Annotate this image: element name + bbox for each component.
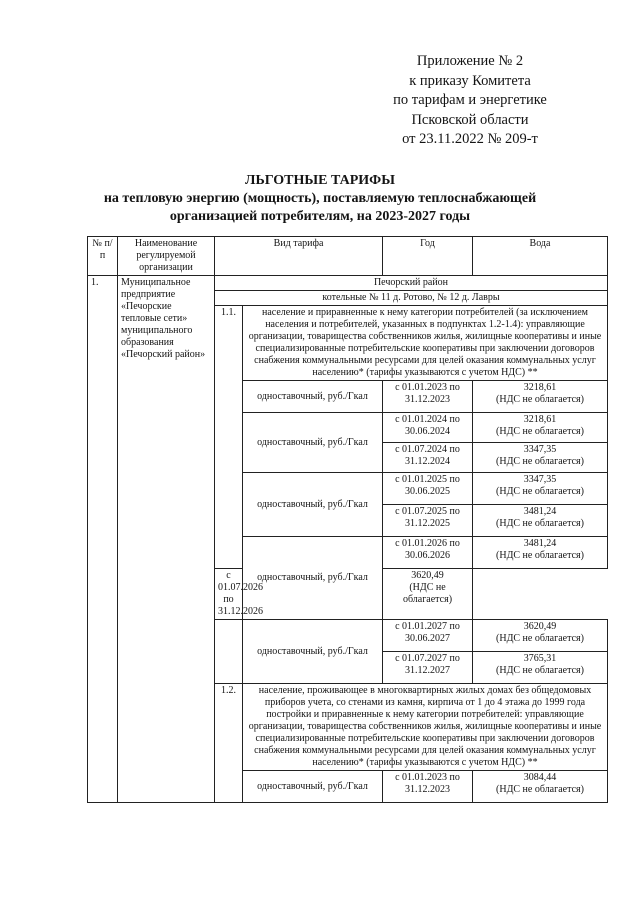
period-cell: с 01.07.2024 по 31.12.2024 bbox=[383, 443, 473, 473]
vat-note: (НДС не облагается) bbox=[496, 394, 584, 405]
section-num: 1.2. bbox=[215, 684, 243, 803]
tariff-type: одноставочный, руб./Гкал bbox=[243, 771, 383, 803]
header-num: № п/п bbox=[88, 237, 118, 276]
title-line-1: ЛЬГОТНЫЕ ТАРИФЫ bbox=[245, 173, 395, 188]
tariff-value: 3084,44 bbox=[523, 772, 557, 783]
section-desc: население, проживающее в многоквартирных жилых домах без общедомовых приборов учета, со стенами из камня, кирпича от 1 до 4 этажа до 1999 года постройки и приравненные к нему категории потребителей: управляющие организации, товарищества собственников жилья, жилищные кооперативы и иные специализированные потребительские кооперативы при заключении договоров снабжения коммунальными ресурсами для целей оказания коммунальных услуг населению* (тарифы указываются с учетом НДС) ** bbox=[243, 684, 608, 771]
district-label: Печорский район bbox=[215, 276, 608, 291]
tariff-value: 3481,24 bbox=[523, 506, 557, 517]
appendix-line: к приказу Комитета bbox=[409, 72, 531, 89]
tariff-value: 3620,49 bbox=[411, 570, 444, 581]
tariff-type: одноставочный, руб./Гкал bbox=[243, 473, 383, 537]
period-cell: с 01.01.2026 по 30.06.2026 bbox=[383, 537, 473, 569]
district-row bbox=[88, 276, 608, 291]
period-cell: с 01.01.2024 по 30.06.2024 bbox=[383, 413, 473, 443]
tariff-type: одноставочный, руб./Гкал bbox=[243, 537, 383, 620]
period-cell: с 01.01.2023 по 31.12.2023 bbox=[383, 771, 473, 803]
vat-note: (НДС не облагается) bbox=[496, 456, 584, 467]
tariff-value: 3347,35 bbox=[523, 474, 557, 485]
tariff-value: 3347,35 bbox=[523, 444, 557, 455]
header-type: Вид тарифа bbox=[215, 237, 383, 276]
header-water: Вода bbox=[473, 237, 608, 276]
title-line-2: на тепловую энергию (мощность), поставляемую теплоснабжающей bbox=[103, 191, 537, 206]
value-cell bbox=[473, 413, 608, 443]
vat-note: (НДС не облагается) bbox=[496, 518, 584, 529]
vat-note: (НДС не облагается) bbox=[496, 665, 584, 676]
period-cell: с 01.01.2027 по 30.06.2027 bbox=[383, 620, 473, 652]
section-num: 1.1. bbox=[215, 306, 243, 569]
tariff-type: одноставочный, руб./Гкал bbox=[243, 413, 383, 473]
tariff-value: 3765,31 bbox=[523, 653, 557, 664]
row-num: 1. bbox=[88, 276, 118, 803]
section-spacer bbox=[215, 620, 243, 684]
vat-note: (НДС не облагается) bbox=[496, 486, 584, 497]
appendix-line: Псковской области bbox=[411, 111, 529, 128]
period-cell: с 01.01.2025 по 30.06.2025 bbox=[383, 473, 473, 505]
table-header-row bbox=[88, 237, 608, 276]
period-cell: с 01.07.2026 по 31.12.2026 bbox=[215, 569, 243, 620]
value-cell bbox=[473, 505, 608, 537]
org-name: Муниципальное предприятие «Печорские тепловые сети» муниципального образования «Печорский район» bbox=[118, 276, 215, 803]
vat-note: (НДС не облагается) bbox=[496, 633, 584, 644]
value-cell bbox=[473, 537, 608, 569]
tariff-value: 3218,61 bbox=[523, 382, 557, 393]
appendix-block bbox=[380, 52, 560, 150]
header-year: Год bbox=[383, 237, 473, 276]
appendix-line: Приложение № 2 bbox=[416, 53, 524, 69]
vat-note: (НДС не облагается) bbox=[496, 426, 584, 437]
vat-note: (НДС не облагается) bbox=[402, 582, 453, 605]
appendix-line: по тарифам и энергетике bbox=[393, 92, 547, 108]
value-cell bbox=[473, 381, 608, 413]
boilers-label: котельные № 11 д. Ротово, № 12 д. Лавры bbox=[215, 291, 608, 306]
value-cell bbox=[383, 569, 473, 620]
tariff-type: одноставочный, руб./Гкал bbox=[243, 620, 383, 684]
value-cell bbox=[473, 443, 608, 473]
header-org: Наименование регулируемой организации bbox=[118, 237, 215, 276]
tariff-value: 3481,24 bbox=[523, 538, 557, 549]
period-cell: с 01.07.2027 по 31.12.2027 bbox=[383, 652, 473, 684]
tariff-value: 3218,61 bbox=[523, 414, 557, 425]
vat-note: (НДС не облагается) bbox=[496, 550, 584, 561]
tariff-value: 3620,49 bbox=[523, 621, 557, 632]
value-cell bbox=[473, 652, 608, 684]
vat-note: (НДС не облагается) bbox=[496, 784, 584, 795]
tariff-table bbox=[87, 236, 608, 803]
title-line-3: организацией потребителям, на 2023-2027 годы bbox=[169, 209, 471, 224]
appendix-line: от 23.11.2022 № 209-т bbox=[402, 131, 538, 147]
value-cell bbox=[473, 771, 608, 803]
section-desc: население и приравненные к нему категории потребителей (за исключением населения и потребителей, указанных в подпунктах 1.2-1.4): управляющие организации, товарищества собственников жилья, жилищные кооперативы и иные специализированные потребительские кооперативы при заключении договоров снабжения коммунальными ресурсами для целей оказания коммунальных услуг населению* (тарифы указываются с учетом НДС) ** bbox=[243, 306, 608, 381]
period-cell: с 01.07.2025 по 31.12.2025 bbox=[383, 505, 473, 537]
period-cell: с 01.01.2023 по 31.12.2023 bbox=[383, 381, 473, 413]
value-cell bbox=[473, 473, 608, 505]
value-cell bbox=[473, 620, 608, 652]
document-title bbox=[70, 172, 570, 226]
tariff-type: одноставочный, руб./Гкал bbox=[243, 381, 383, 413]
